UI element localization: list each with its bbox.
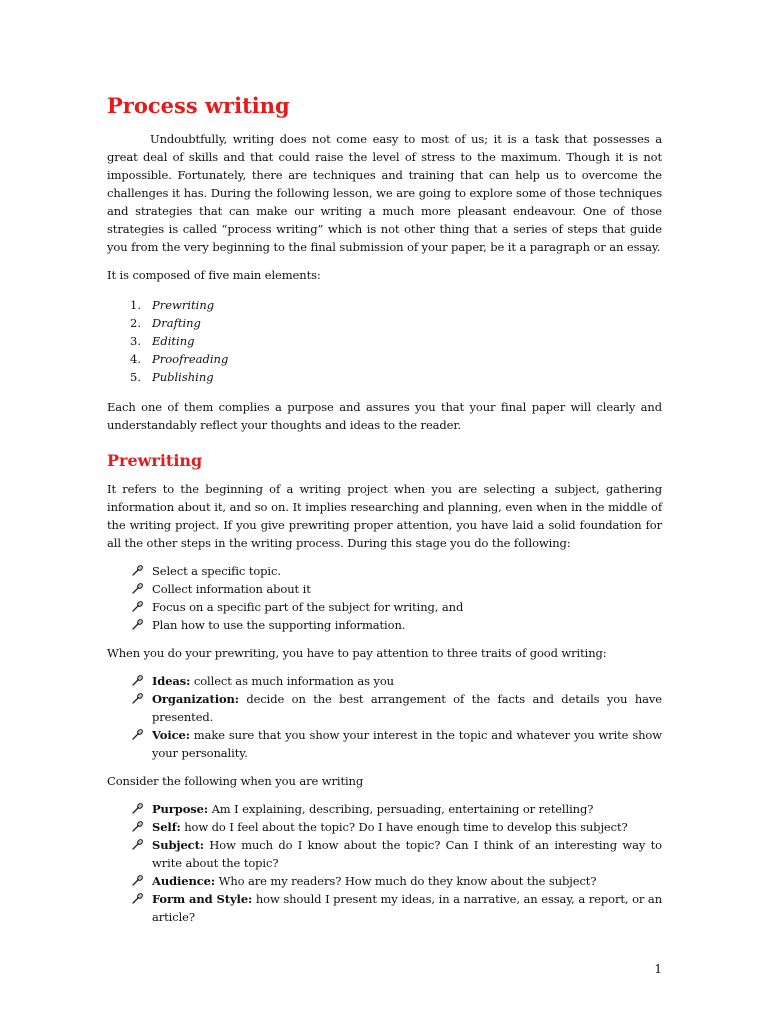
pen-nib-bullet-icon — [131, 874, 144, 887]
elements-list — [107, 296, 662, 386]
section-heading-prewriting: Prewriting — [107, 451, 203, 470]
considerations-list — [107, 800, 662, 926]
pen-nib-bullet-icon — [131, 802, 144, 815]
list-item: 2. Drafting — [130, 316, 201, 330]
list-item: 1. Prewriting — [130, 298, 215, 312]
page-number: 1 — [654, 962, 662, 976]
traits-intro-paragraph: When you do your prewriting, you have to pay attention to three traits of good writing: — [107, 646, 607, 660]
consider-intro-paragraph: Consider the following when you are writing — [107, 774, 364, 788]
trait-term: Ideas: — [152, 674, 191, 688]
page-title: Process writing — [107, 93, 290, 118]
pen-nib-bullet-icon — [131, 728, 144, 741]
pen-nib-bullet-icon — [131, 674, 144, 687]
pen-nib-bullet-icon — [131, 600, 144, 613]
pen-nib-bullet-icon — [131, 692, 144, 705]
consideration-term: Self: — [152, 820, 181, 834]
pen-nib-bullet-icon — [131, 564, 144, 577]
list-item: Voice: make sure that you show your interest in the topic and whatever you write show your personality. — [130, 726, 662, 762]
list-item: Purpose: Am I explaining, describing, persuading, entertaining or retelling? — [130, 800, 662, 818]
consideration-term: Subject: — [152, 838, 204, 852]
list-item: 4. Proofreading — [130, 352, 229, 366]
list-item: Audience: Who are my readers? How much do they know about the subject? — [130, 872, 662, 890]
list-item: Plan how to use the supporting information. — [130, 616, 662, 634]
list-item: 5. Publishing — [130, 370, 214, 384]
list-item: Form and Style: how should I present my ideas, in a narrative, an essay, a report, or an article? — [130, 890, 662, 926]
intro-paragraph: Undoubtfully, writing does not come easy to most of us; it is a task that possesses a great deal of skills and that could raise the level of stress to the maximum. Though it is not impossible. Fortunately, there are techniques and training that can help us to overcome the challenges it has. During the following lesson, we are going to explore some of those techniques and strategies that can make our writing a much more pleasant endeavour. One of those strategies is called “process writing” which is not other thing that a series of steps that guide you from the very beginning to the final submission of your paper, be it a paragraph or an essay. — [107, 132, 662, 254]
consideration-term: Audience: — [152, 874, 216, 888]
list-item: Organization: decide on the best arrangement of the facts and details you have presented. — [130, 690, 662, 726]
prewriting-steps-list — [107, 562, 662, 634]
purpose-paragraph: Each one of them complies a purpose and assures you that your final paper will clearly and understandably reflect your thoughts and ideas to the reader. — [107, 400, 662, 432]
list-item: Focus on a specific part of the subject for writing, and — [130, 598, 662, 616]
consideration-term: Purpose: — [152, 802, 209, 816]
pen-nib-bullet-icon — [131, 838, 144, 851]
list-item: 3. Editing — [130, 334, 195, 348]
pen-nib-bullet-icon — [131, 820, 144, 833]
consideration-term: Form and Style: — [152, 892, 253, 906]
composed-paragraph: It is composed of five main elements: — [107, 268, 321, 282]
list-item: Collect information about it — [130, 580, 662, 598]
pen-nib-bullet-icon — [131, 618, 144, 631]
pen-nib-bullet-icon — [131, 582, 144, 595]
list-item: Subject: How much do I know about the topic? Can I think of an interesting way to write about the topic? — [130, 836, 662, 872]
pen-nib-bullet-icon — [131, 892, 144, 905]
list-item: Select a specific topic. — [130, 562, 662, 580]
prewriting-paragraph: It refers to the beginning of a writing project when you are selecting a subject, gathering information about it, and so on. It implies researching and planning, even when in the middle of the writing project. If you give prewriting proper attention, you have laid a solid foundation for all the other steps in the writing process. During this stage you do the following: — [107, 482, 662, 550]
trait-term: Voice: — [152, 728, 190, 742]
trait-term: Organization: — [152, 692, 239, 706]
traits-list — [107, 672, 662, 762]
list-item: Self: how do I feel about the topic? Do I have enough time to develop this subject? — [130, 818, 662, 836]
list-item: Ideas: collect as much information as you — [130, 672, 662, 690]
